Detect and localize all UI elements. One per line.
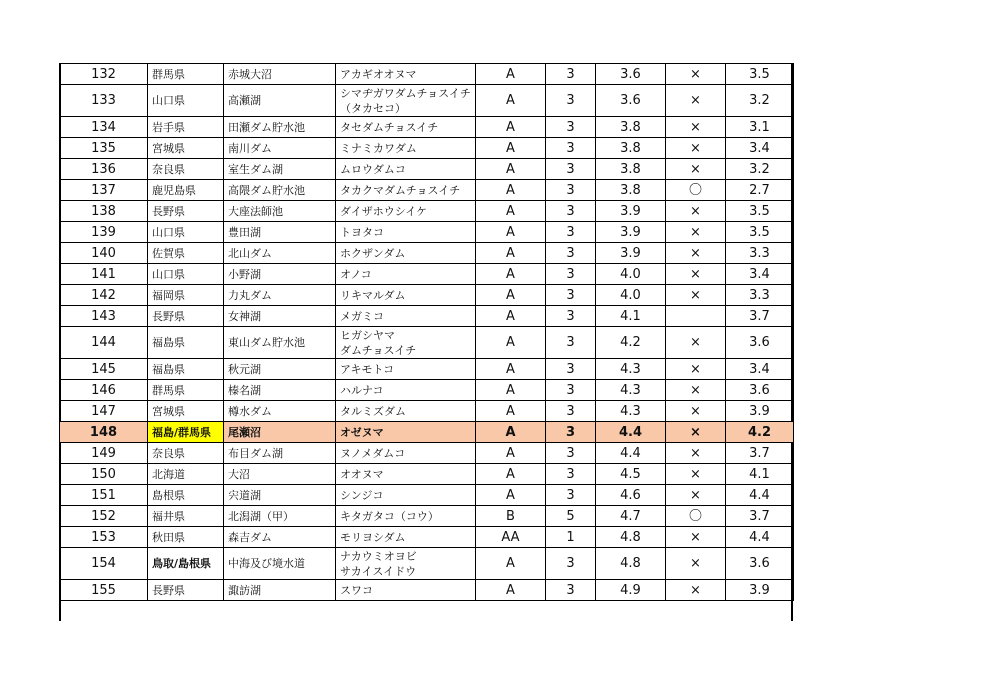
class-value-cell: 3 <box>546 306 596 327</box>
type-cell: A <box>476 117 546 138</box>
lake-name-cell: 小野湖 <box>224 264 336 285</box>
mark-cell: × <box>666 422 726 443</box>
lake-name-cell: 高瀬湖 <box>224 85 336 117</box>
cod-value-cell: 4.0 <box>596 285 666 306</box>
class-value-cell: 3 <box>546 243 596 264</box>
class-value-cell: 3 <box>546 422 596 443</box>
lake-name-cell: 力丸ダム <box>224 285 336 306</box>
class-value-cell: 3 <box>546 85 596 117</box>
mark-cell: × <box>666 359 726 380</box>
type-cell: A <box>476 64 546 85</box>
lake-name-cell: 諏訪湖 <box>224 580 336 601</box>
data-table-container <box>59 63 793 601</box>
prefecture-cell: 福岡県 <box>148 285 224 306</box>
lake-name-cell: 北山ダム <box>224 243 336 264</box>
mark-cell: × <box>666 64 726 85</box>
value-cell: 3.7 <box>726 306 794 327</box>
mark-cell: × <box>666 117 726 138</box>
row-number-cell: 136 <box>60 159 148 180</box>
value-cell: 3.2 <box>726 85 794 117</box>
class-value-cell: 3 <box>546 401 596 422</box>
kana-line: ハルナコ <box>340 383 384 397</box>
lake-ranking-table <box>59 63 794 601</box>
kana-reading-cell <box>336 201 476 222</box>
mark-cell: × <box>666 527 726 548</box>
value-cell: 3.6 <box>726 380 794 401</box>
cod-value-cell: 4.1 <box>596 306 666 327</box>
type-cell: A <box>476 548 546 580</box>
kana-reading-cell <box>336 222 476 243</box>
kana-line: アキモトコ <box>340 362 395 376</box>
type-cell: A <box>476 285 546 306</box>
cod-value-cell: 3.8 <box>596 138 666 159</box>
row-number-cell: 151 <box>60 485 148 506</box>
kana-reading-cell <box>336 159 476 180</box>
table-row <box>60 201 794 222</box>
type-cell: A <box>476 222 546 243</box>
type-cell: A <box>476 85 546 117</box>
lake-name-cell: 布目ダム湖 <box>224 443 336 464</box>
mark-cell: × <box>666 159 726 180</box>
value-cell: 3.4 <box>726 264 794 285</box>
row-number-cell: 155 <box>60 580 148 601</box>
prefecture-cell: 山口県 <box>148 222 224 243</box>
kana-line: （タカセコ） <box>340 101 406 115</box>
row-number-cell: 143 <box>60 306 148 327</box>
kana-line: メガミコ <box>340 309 384 323</box>
value-cell: 4.2 <box>726 422 794 443</box>
class-value-cell: 3 <box>546 548 596 580</box>
prefecture-cell: 長野県 <box>148 580 224 601</box>
class-value-cell: 3 <box>546 327 596 359</box>
lake-name-cell: 北潟湖（甲） <box>224 506 336 527</box>
kana-reading-cell <box>336 264 476 285</box>
type-cell: AA <box>476 527 546 548</box>
lake-name-cell: 尾瀬沼 <box>224 422 336 443</box>
mark-cell: × <box>666 201 726 222</box>
kana-reading-cell <box>336 464 476 485</box>
table-row <box>60 380 794 401</box>
type-cell: A <box>476 380 546 401</box>
lake-name-cell: 樽水ダム <box>224 401 336 422</box>
kana-reading-cell <box>336 485 476 506</box>
table-row <box>60 422 794 443</box>
cod-value-cell: 4.3 <box>596 380 666 401</box>
cod-value-cell: 3.8 <box>596 159 666 180</box>
cod-value-cell: 4.0 <box>596 264 666 285</box>
kana-reading-cell <box>336 443 476 464</box>
cod-value-cell: 3.9 <box>596 222 666 243</box>
lake-name-cell: 女神湖 <box>224 306 336 327</box>
row-number-cell: 144 <box>60 327 148 359</box>
class-value-cell: 3 <box>546 443 596 464</box>
prefecture-cell: 福井県 <box>148 506 224 527</box>
table-row <box>60 85 794 117</box>
mark-cell: × <box>666 548 726 580</box>
prefecture-cell: 岩手県 <box>148 117 224 138</box>
type-cell: A <box>476 138 546 159</box>
mark-cell: 〇 <box>666 180 726 201</box>
lake-name-cell: 室生ダム湖 <box>224 159 336 180</box>
type-cell: A <box>476 422 546 443</box>
kana-line: トヨタコ <box>340 225 384 239</box>
row-number-cell: 141 <box>60 264 148 285</box>
value-cell: 3.5 <box>726 201 794 222</box>
row-number-cell: 133 <box>60 85 148 117</box>
value-cell: 3.7 <box>726 443 794 464</box>
kana-reading-cell <box>336 243 476 264</box>
prefecture-cell: 福島県 <box>148 359 224 380</box>
table-row <box>60 548 794 580</box>
row-number-cell: 137 <box>60 180 148 201</box>
prefecture-cell: 群馬県 <box>148 380 224 401</box>
kana-reading-cell <box>336 327 476 359</box>
table-row <box>60 180 794 201</box>
type-cell: A <box>476 306 546 327</box>
value-cell: 3.2 <box>726 159 794 180</box>
table-row <box>60 243 794 264</box>
cod-value-cell: 3.6 <box>596 64 666 85</box>
table-row <box>60 464 794 485</box>
row-number-cell: 153 <box>60 527 148 548</box>
table-row <box>60 527 794 548</box>
lake-name-cell: 榛名湖 <box>224 380 336 401</box>
table-row <box>60 401 794 422</box>
row-number-cell: 154 <box>60 548 148 580</box>
type-cell: A <box>476 485 546 506</box>
value-cell: 3.9 <box>726 401 794 422</box>
kana-reading-cell <box>336 285 476 306</box>
class-value-cell: 3 <box>546 117 596 138</box>
prefecture-cell: 奈良県 <box>148 443 224 464</box>
kana-line: サカイスイドウ <box>340 564 417 578</box>
prefecture-cell: 群馬県 <box>148 64 224 85</box>
row-number-cell: 147 <box>60 401 148 422</box>
lake-name-cell: 東山ダム貯水池 <box>224 327 336 359</box>
class-value-cell: 3 <box>546 580 596 601</box>
class-value-cell: 1 <box>546 527 596 548</box>
table-row <box>60 222 794 243</box>
lake-name-cell: 森吉ダム <box>224 527 336 548</box>
kana-reading-cell <box>336 85 476 117</box>
kana-line: スワコ <box>340 583 373 597</box>
value-cell: 3.9 <box>726 580 794 601</box>
lake-name-cell: 宍道湖 <box>224 485 336 506</box>
prefecture-cell: 宮城県 <box>148 138 224 159</box>
kana-line: リキマルダム <box>340 288 406 302</box>
prefecture-cell: 佐賀県 <box>148 243 224 264</box>
cod-value-cell: 4.4 <box>596 443 666 464</box>
table-row <box>60 506 794 527</box>
cod-value-cell: 4.2 <box>596 327 666 359</box>
value-cell: 3.5 <box>726 222 794 243</box>
lake-name-cell: 大座法師池 <box>224 201 336 222</box>
class-value-cell: 3 <box>546 64 596 85</box>
mark-cell: × <box>666 222 726 243</box>
table-row <box>60 485 794 506</box>
kana-line: キタガタコ（コウ） <box>340 509 439 523</box>
class-value-cell: 3 <box>546 359 596 380</box>
table-row <box>60 359 794 380</box>
kana-line: タセダムチョスイチ <box>340 120 439 134</box>
type-cell: A <box>476 580 546 601</box>
class-value-cell: 5 <box>546 506 596 527</box>
lake-name-cell: 赤城大沼 <box>224 64 336 85</box>
cod-value-cell: 3.6 <box>596 85 666 117</box>
value-cell: 3.1 <box>726 117 794 138</box>
kana-line: シマヂガワダムチョスイチ <box>340 86 471 100</box>
cod-value-cell: 3.9 <box>596 243 666 264</box>
table-row <box>60 580 794 601</box>
kana-reading-cell <box>336 506 476 527</box>
row-number-cell: 135 <box>60 138 148 159</box>
row-number-cell: 139 <box>60 222 148 243</box>
class-value-cell: 3 <box>546 201 596 222</box>
cod-value-cell: 3.8 <box>596 180 666 201</box>
prefecture-cell: 奈良県 <box>148 159 224 180</box>
kana-line: ムロウダムコ <box>340 162 406 176</box>
class-value-cell: 3 <box>546 485 596 506</box>
row-number-cell: 148 <box>60 422 148 443</box>
kana-line: ダムチョスイチ <box>340 343 417 357</box>
lake-name-cell: 大沼 <box>224 464 336 485</box>
prefecture-cell: 山口県 <box>148 85 224 117</box>
lake-name-cell: 豊田湖 <box>224 222 336 243</box>
class-value-cell: 3 <box>546 222 596 243</box>
row-number-cell: 138 <box>60 201 148 222</box>
row-number-cell: 146 <box>60 380 148 401</box>
value-cell: 3.4 <box>726 138 794 159</box>
row-number-cell: 134 <box>60 117 148 138</box>
type-cell: A <box>476 159 546 180</box>
prefecture-cell: 福島/群馬県 <box>148 422 224 443</box>
row-number-cell: 149 <box>60 443 148 464</box>
cod-value-cell: 4.4 <box>596 422 666 443</box>
class-value-cell: 3 <box>546 380 596 401</box>
table-row <box>60 64 794 85</box>
table-row <box>60 285 794 306</box>
mark-cell: × <box>666 243 726 264</box>
mark-cell <box>666 306 726 327</box>
cod-value-cell: 4.3 <box>596 401 666 422</box>
lake-name-cell: 中海及び境水道 <box>224 548 336 580</box>
table-row <box>60 138 794 159</box>
mark-cell: × <box>666 464 726 485</box>
prefecture-cell: 鹿児島県 <box>148 180 224 201</box>
prefecture-cell: 北海道 <box>148 464 224 485</box>
kana-reading-cell <box>336 138 476 159</box>
cod-value-cell: 4.8 <box>596 548 666 580</box>
cod-value-cell: 4.6 <box>596 485 666 506</box>
value-cell: 3.7 <box>726 506 794 527</box>
lake-name-cell: 南川ダム <box>224 138 336 159</box>
kana-line: オオヌマ <box>340 467 384 481</box>
mark-cell: 〇 <box>666 506 726 527</box>
class-value-cell: 3 <box>546 464 596 485</box>
prefecture-cell: 秋田県 <box>148 527 224 548</box>
mark-cell: × <box>666 580 726 601</box>
type-cell: A <box>476 201 546 222</box>
kana-line: ヒガシヤマ <box>340 328 395 342</box>
prefecture-cell: 長野県 <box>148 201 224 222</box>
table-row <box>60 306 794 327</box>
table-body <box>60 64 794 601</box>
mark-cell: × <box>666 264 726 285</box>
row-number-cell: 150 <box>60 464 148 485</box>
value-cell: 3.6 <box>726 548 794 580</box>
lake-name-cell: 高隈ダム貯水池 <box>224 180 336 201</box>
kana-line: オノコ <box>340 267 372 281</box>
kana-reading-cell <box>336 306 476 327</box>
kana-line: ヌノメダムコ <box>340 446 406 460</box>
type-cell: A <box>476 180 546 201</box>
kana-reading-cell <box>336 380 476 401</box>
value-cell: 3.5 <box>726 64 794 85</box>
prefecture-cell: 長野県 <box>148 306 224 327</box>
mark-cell: × <box>666 401 726 422</box>
type-cell: A <box>476 359 546 380</box>
value-cell: 2.7 <box>726 180 794 201</box>
lake-name-cell: 田瀬ダム貯水池 <box>224 117 336 138</box>
mark-cell: × <box>666 485 726 506</box>
row-number-cell: 145 <box>60 359 148 380</box>
kana-line: アカギオオヌマ <box>340 67 417 81</box>
kana-line: オゼヌマ <box>340 425 384 439</box>
value-cell: 3.4 <box>726 359 794 380</box>
mark-cell: × <box>666 380 726 401</box>
kana-reading-cell <box>336 527 476 548</box>
value-cell: 4.4 <box>726 485 794 506</box>
mark-cell: × <box>666 443 726 464</box>
type-cell: B <box>476 506 546 527</box>
cod-value-cell: 4.5 <box>596 464 666 485</box>
class-value-cell: 3 <box>546 285 596 306</box>
cod-value-cell: 4.3 <box>596 359 666 380</box>
value-cell: 3.3 <box>726 243 794 264</box>
kana-reading-cell <box>336 401 476 422</box>
type-cell: A <box>476 443 546 464</box>
kana-line: ダイザホウシイケ <box>340 204 428 218</box>
kana-line: ミナミカワダム <box>340 141 417 155</box>
row-number-cell: 140 <box>60 243 148 264</box>
kana-reading-cell <box>336 548 476 580</box>
kana-line: シンジコ <box>340 488 384 502</box>
kana-reading-cell <box>336 422 476 443</box>
class-value-cell: 3 <box>546 180 596 201</box>
class-value-cell: 3 <box>546 138 596 159</box>
mark-cell: × <box>666 327 726 359</box>
prefecture-cell: 宮城県 <box>148 401 224 422</box>
kana-reading-cell <box>336 580 476 601</box>
class-value-cell: 3 <box>546 264 596 285</box>
value-cell: 4.4 <box>726 527 794 548</box>
mark-cell: × <box>666 138 726 159</box>
kana-reading-cell <box>336 180 476 201</box>
cod-value-cell: 4.9 <box>596 580 666 601</box>
type-cell: A <box>476 264 546 285</box>
cod-value-cell: 3.9 <box>596 201 666 222</box>
type-cell: A <box>476 327 546 359</box>
cod-value-cell: 4.7 <box>596 506 666 527</box>
value-cell: 3.3 <box>726 285 794 306</box>
prefecture-cell: 鳥取/島根県 <box>148 548 224 580</box>
table-row <box>60 443 794 464</box>
kana-line: ナカウミオヨビ <box>340 549 417 563</box>
type-cell: A <box>476 401 546 422</box>
kana-reading-cell <box>336 117 476 138</box>
value-cell: 4.1 <box>726 464 794 485</box>
mark-cell: × <box>666 285 726 306</box>
table-row <box>60 117 794 138</box>
table-row <box>60 264 794 285</box>
kana-line: タルミズダム <box>340 404 406 418</box>
lake-name-cell: 秋元湖 <box>224 359 336 380</box>
prefecture-cell: 山口県 <box>148 264 224 285</box>
table-row <box>60 327 794 359</box>
kana-reading-cell <box>336 359 476 380</box>
row-number-cell: 142 <box>60 285 148 306</box>
type-cell: A <box>476 464 546 485</box>
row-number-cell: 152 <box>60 506 148 527</box>
kana-line: ホクザンダム <box>340 246 406 260</box>
cod-value-cell: 4.8 <box>596 527 666 548</box>
table-row <box>60 159 794 180</box>
row-number-cell: 132 <box>60 64 148 85</box>
kana-reading-cell <box>336 64 476 85</box>
kana-line: タカクマダムチョスイチ <box>340 183 461 197</box>
value-cell: 3.6 <box>726 327 794 359</box>
prefecture-cell: 福島県 <box>148 327 224 359</box>
kana-line: モリヨシダム <box>340 530 406 544</box>
mark-cell: × <box>666 85 726 117</box>
cod-value-cell: 3.8 <box>596 117 666 138</box>
class-value-cell: 3 <box>546 159 596 180</box>
type-cell: A <box>476 243 546 264</box>
prefecture-cell: 島根県 <box>148 485 224 506</box>
